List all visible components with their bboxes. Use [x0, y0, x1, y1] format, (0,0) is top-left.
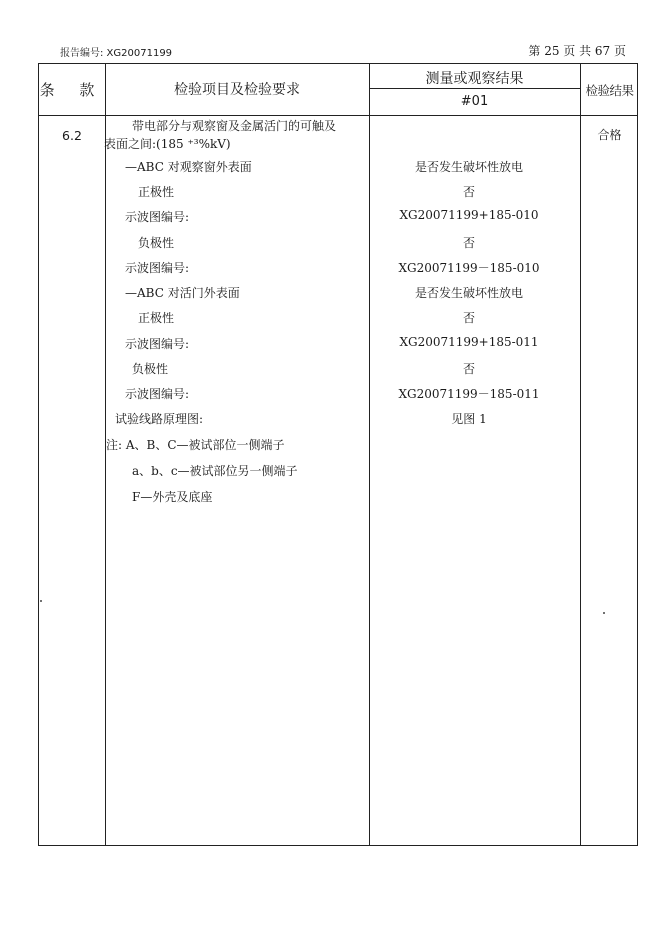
item-label: 示波图编号:: [125, 387, 190, 401]
requirement-line-2: 表面之间:(185 ⁺³%kV): [104, 137, 231, 151]
divider: [105, 64, 106, 845]
divider: [369, 88, 580, 89]
header-sample: #01: [460, 94, 489, 109]
divider: [580, 64, 581, 845]
item-result: 是否发生破坏性放电: [414, 286, 523, 300]
item-label: 示波图编号:: [125, 261, 190, 275]
header-item: 检验项目及检验要求: [174, 82, 300, 98]
scan-speck: [40, 600, 42, 602]
page-indicator: 第 25 页 共 67 页: [528, 44, 626, 58]
item-result: 否: [462, 236, 475, 250]
item-label: —ABC 对活门外表面: [125, 286, 240, 300]
item-result: 否: [462, 185, 475, 199]
item-result: XG20071199－185-011: [398, 387, 540, 401]
report-number: 报告编号: XG20071199: [60, 48, 173, 59]
header-conclusion: 检验结果: [585, 83, 634, 98]
divider: [39, 115, 637, 116]
note-line: 注: A、B、C—被试部位一侧端子: [106, 438, 285, 452]
item-result: 见图 1: [451, 412, 487, 426]
requirement-line-1: 带电部分与观察窗及金属活门的可触及: [132, 119, 337, 133]
item-label: 示波图编号:: [125, 210, 190, 224]
item-label: 正极性: [138, 185, 175, 199]
item-label: 负极性: [138, 236, 175, 250]
conclusion-value: 合格: [597, 128, 622, 142]
item-result: 否: [462, 362, 475, 376]
clause-number: 6.2: [62, 128, 82, 143]
item-result: XG20071199+185-010: [399, 208, 539, 222]
item-label: 试验线路原理图:: [115, 412, 204, 426]
item-label: 正极性: [138, 311, 175, 325]
header-measure: 测量或观察结果: [425, 71, 524, 87]
item-result: XG20071199+185-011: [399, 335, 539, 349]
header-clause: 条 款: [39, 81, 105, 99]
scan-speck: [603, 612, 605, 614]
divider: [369, 64, 370, 845]
item-result: 是否发生破坏性放电: [414, 160, 523, 174]
note-line: F—外壳及底座: [132, 490, 213, 504]
item-label: —ABC 对观察窗外表面: [125, 160, 252, 174]
item-result: XG20071199－185-010: [398, 261, 540, 275]
item-label: 示波图编号:: [125, 337, 190, 351]
note-line: a、b、c—被试部位另一侧端子: [132, 464, 298, 478]
inspection-table: [38, 63, 638, 846]
item-label: 负极性: [132, 362, 169, 376]
item-result: 否: [462, 311, 475, 325]
